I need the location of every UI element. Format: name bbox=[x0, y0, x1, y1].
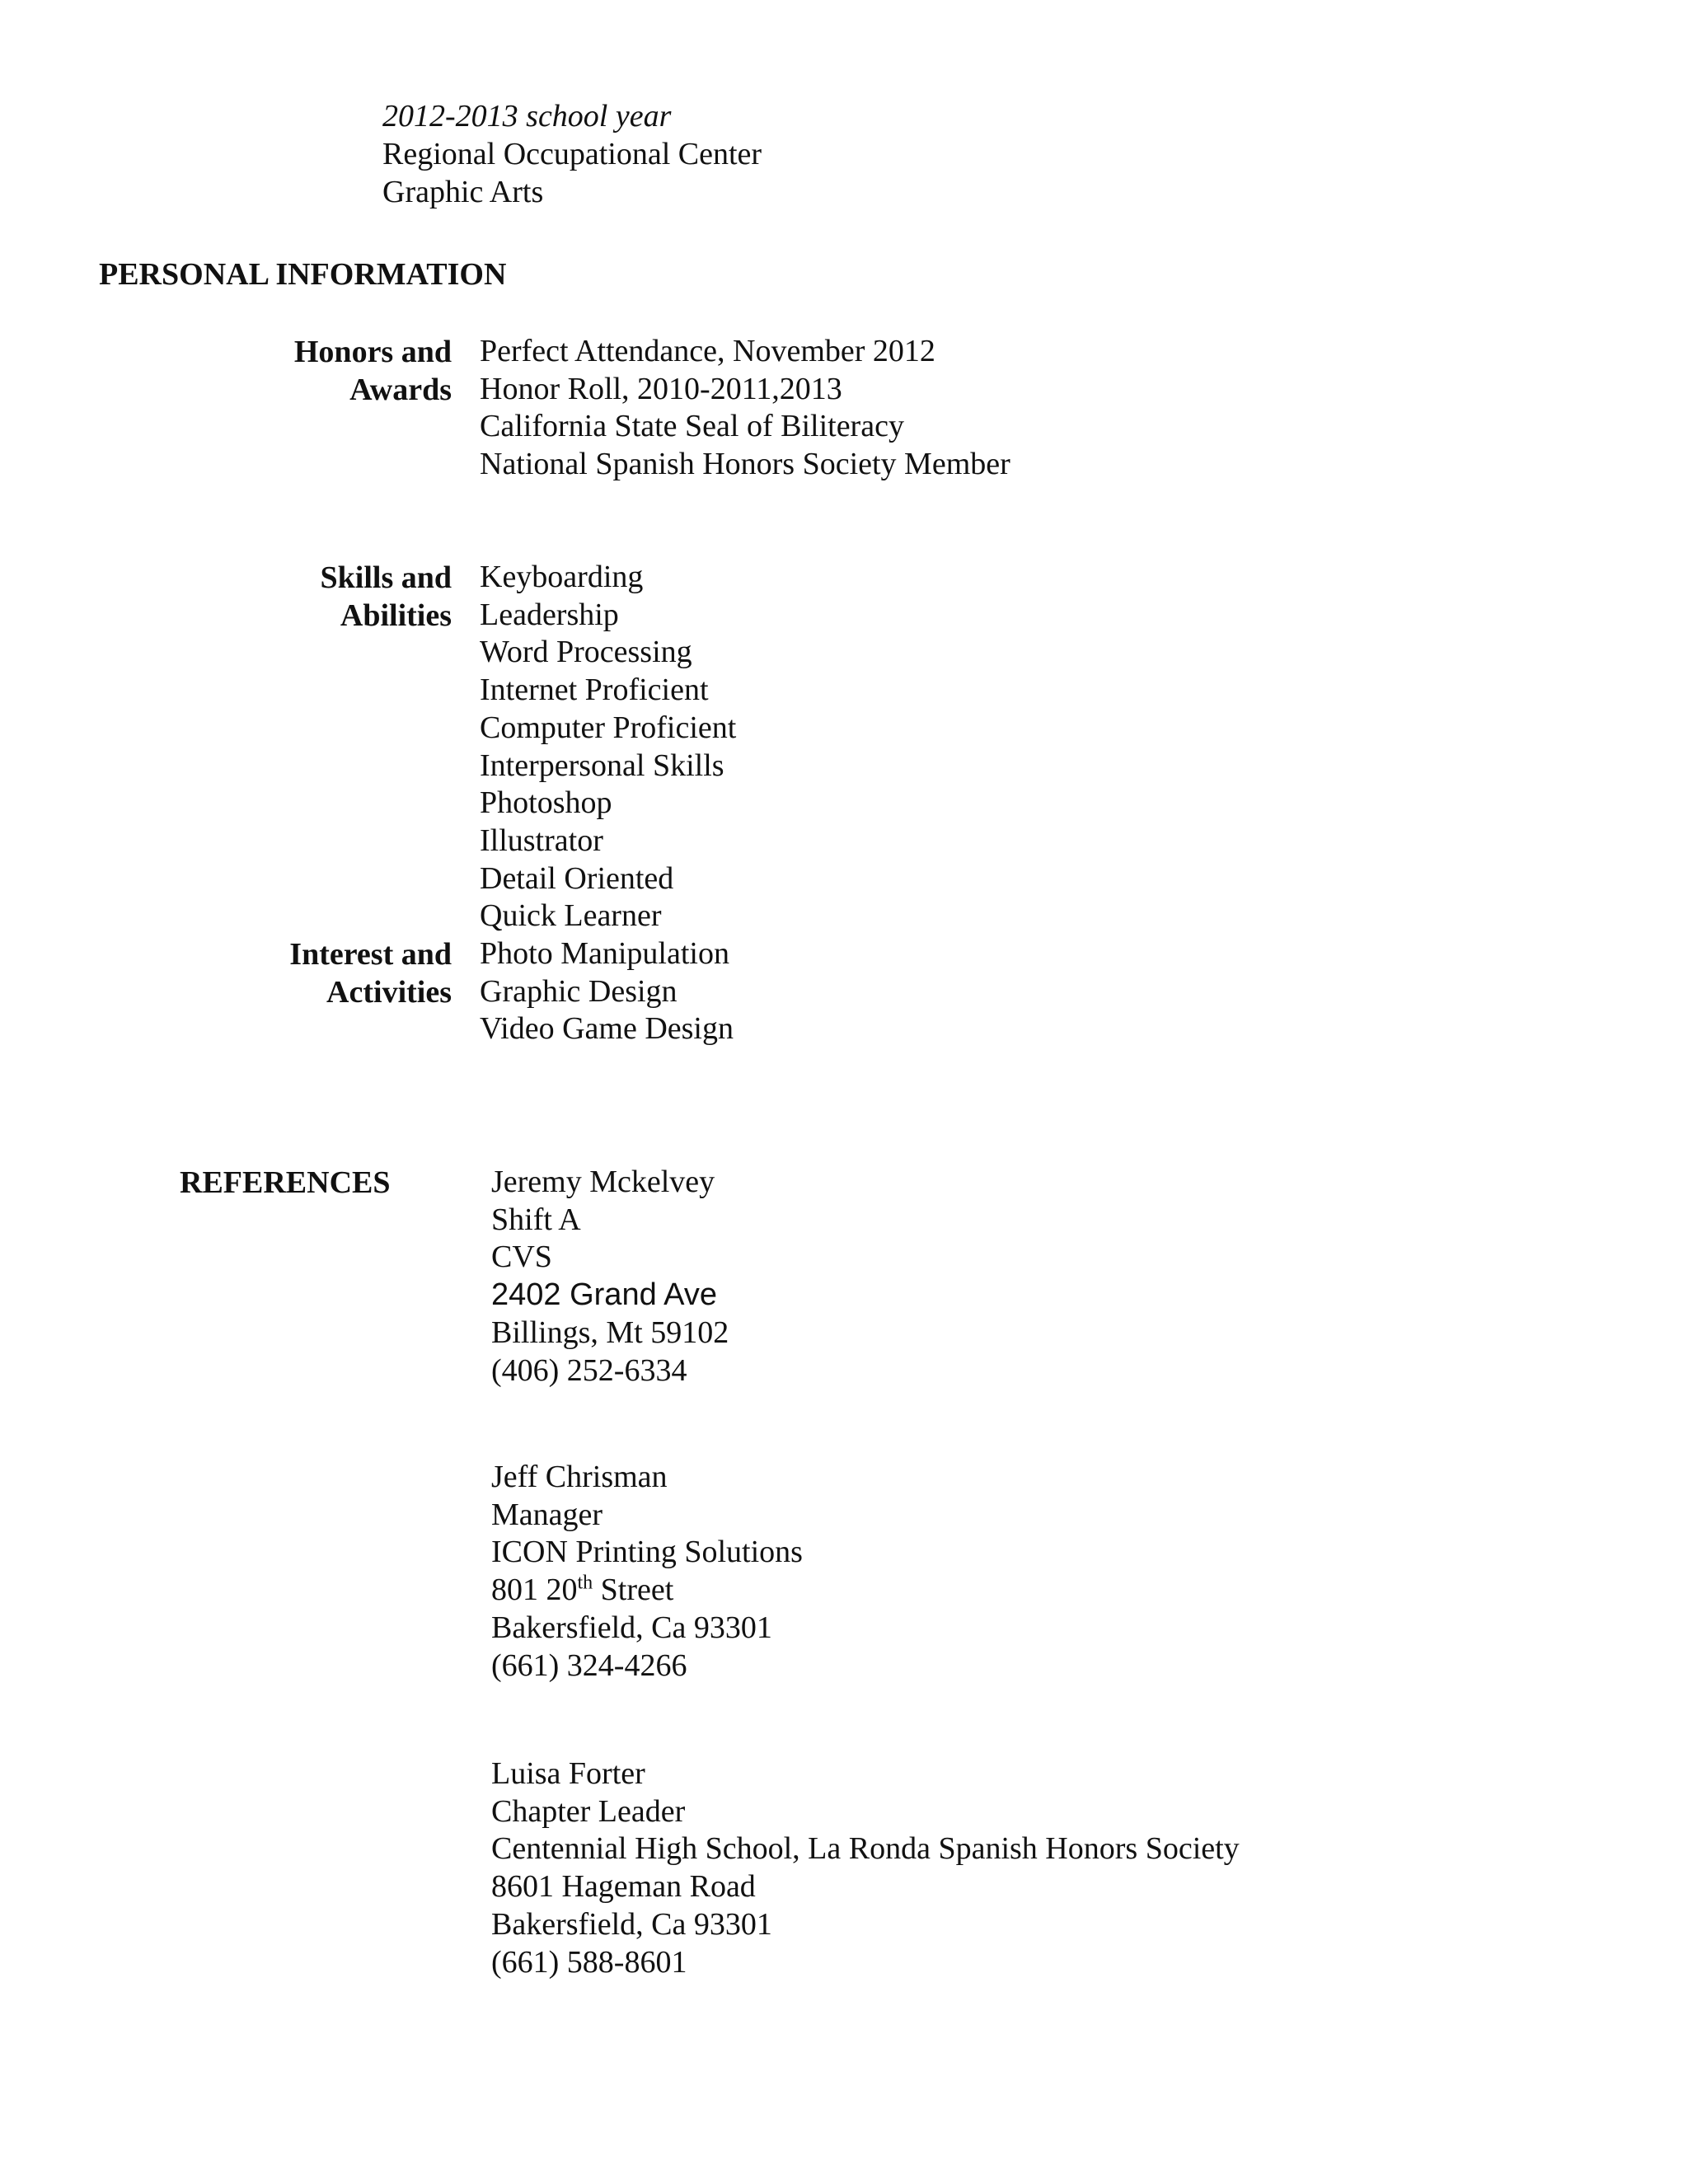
list-item: Video Game Design bbox=[480, 1011, 734, 1047]
reference-phone: (406) 252-6334 bbox=[491, 1352, 687, 1388]
list-item: Photoshop bbox=[480, 785, 612, 821]
reference-title: Chapter Leader bbox=[491, 1793, 686, 1829]
reference-name: Luisa Forter bbox=[491, 1756, 645, 1791]
list-item: Interpersonal Skills bbox=[480, 748, 724, 783]
reference-address bbox=[491, 1572, 803, 1610]
education-program: Graphic Arts bbox=[382, 175, 544, 209]
education-institution: Regional Occupational Center bbox=[382, 137, 762, 171]
reference-name: Jeremy Mckelvey bbox=[491, 1165, 715, 1199]
honors-label-line1: Honors and bbox=[293, 335, 452, 369]
address-ordinal: th bbox=[577, 1572, 593, 1594]
list-item: Perfect Attendance, November 2012 bbox=[480, 334, 935, 368]
interests-label-line2: Activities bbox=[326, 975, 452, 1010]
reference-city: Bakersfield, Ca 93301 bbox=[491, 1906, 772, 1942]
reference-name: Jeff Chrisman bbox=[491, 1460, 668, 1494]
skills-list bbox=[480, 559, 736, 935]
list-item: Graphic Design bbox=[480, 973, 678, 1009]
skills-label-line2: Abilities bbox=[340, 598, 452, 633]
personal-information-heading: PERSONAL INFORMATION bbox=[99, 257, 507, 292]
education-year: 2012-2013 school year bbox=[382, 99, 672, 134]
list-item: Word Processing bbox=[480, 635, 692, 670]
list-item: National Spanish Honors Society Member bbox=[480, 447, 1010, 482]
list-item: Honor Roll, 2010-2011,2013 bbox=[480, 371, 842, 406]
skills-label-line1: Skills and bbox=[320, 560, 452, 595]
reference-address: 8601 Hageman Road bbox=[491, 1869, 756, 1905]
reference-city: Bakersfield, Ca 93301 bbox=[491, 1610, 772, 1645]
reference-company: Centennial High School, La Ronda Spanish Honors Society bbox=[491, 1831, 1240, 1867]
reference-title: Shift A bbox=[491, 1202, 581, 1237]
list-item: Leadership bbox=[480, 597, 619, 632]
reference-title: Manager bbox=[491, 1497, 603, 1532]
list-item: California State Seal of Biliteracy bbox=[480, 409, 904, 444]
reference-phone: (661) 588-8601 bbox=[491, 1944, 687, 1980]
list-item: Illustrator bbox=[480, 823, 603, 858]
address-street: Street bbox=[593, 1572, 674, 1608]
list-item: Photo Manipulation bbox=[480, 936, 729, 971]
list-item: Computer Proficient bbox=[480, 710, 737, 745]
reference-2 bbox=[491, 1459, 803, 1685]
address-number: 801 20 bbox=[491, 1572, 578, 1608]
reference-city: Billings, Mt 59102 bbox=[491, 1315, 729, 1350]
reference-3 bbox=[491, 1755, 1240, 1981]
reference-company: CVS bbox=[491, 1240, 552, 1275]
list-item: Internet Proficient bbox=[480, 673, 709, 708]
list-item: Quick Learner bbox=[480, 898, 662, 934]
list-item: Detail Oriented bbox=[480, 860, 674, 896]
reference-1 bbox=[491, 1164, 729, 1390]
interests-list bbox=[480, 935, 734, 1048]
honors-list bbox=[480, 333, 1010, 484]
reference-address: 2402 Grand Ave bbox=[491, 1277, 717, 1313]
interests-label-line1: Interest and bbox=[289, 937, 452, 972]
reference-company: ICON Printing Solutions bbox=[491, 1535, 803, 1570]
honors-label-line2: Awards bbox=[349, 373, 452, 407]
reference-phone: (661) 324-4266 bbox=[491, 1647, 687, 1683]
list-item: Keyboarding bbox=[480, 560, 644, 594]
references-heading: REFERENCES bbox=[180, 1165, 391, 1200]
